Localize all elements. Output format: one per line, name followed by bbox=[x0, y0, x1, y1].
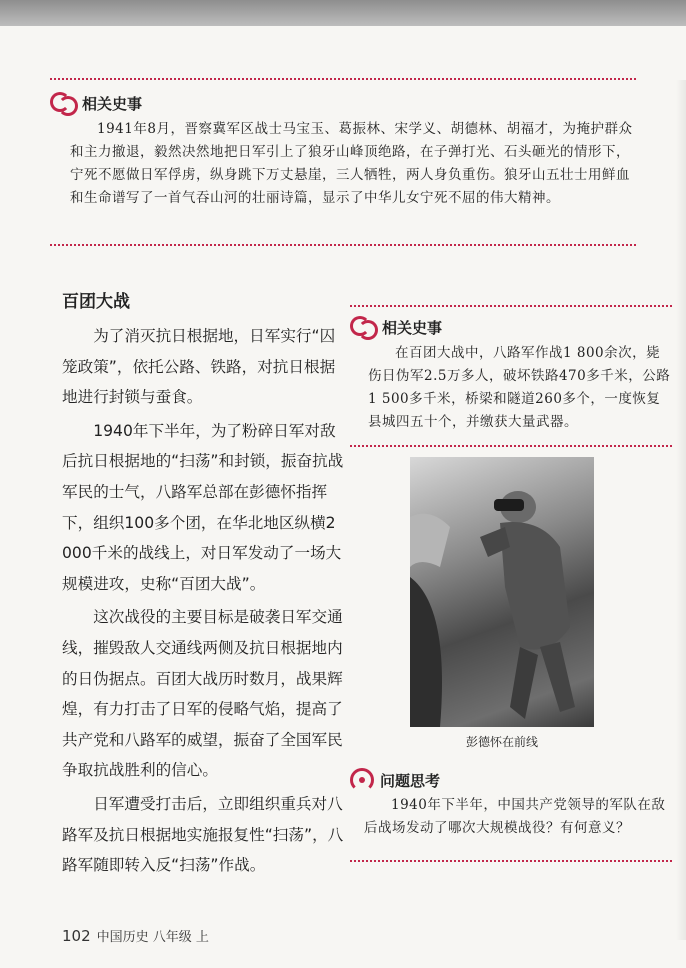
question-box bbox=[350, 760, 672, 862]
main-content bbox=[62, 287, 350, 881]
box-text: 1940年下半年，中国共产党领导的军队在敌后战场发动了哪次大规模战役？有何意义？ bbox=[364, 797, 666, 836]
related-history-icon bbox=[50, 90, 76, 116]
related-history-box-1 bbox=[50, 78, 636, 246]
box-text: 在百团大战中，八路军作战1 800余次，毙伤日伪军2.5万多人，破坏铁路470多千米，公路1 500多千米，桥梁和隧道260多个，一度恢复县城四五十个，并缴获大量武器。 bbox=[368, 345, 671, 430]
page-number: 102 bbox=[62, 927, 91, 945]
historical-photo bbox=[410, 457, 594, 727]
related-history-icon bbox=[350, 314, 376, 340]
book-title: 中国历史 八年级 上 bbox=[96, 930, 209, 945]
page-header-band bbox=[0, 0, 686, 26]
paragraph: 这次战役的主要目标是破袭日军交通线，摧毁敌人交通线两侧及抗日根据地内的日伪据点。百团大战历时数月，战果辉煌，有力打击了日军的侵略气焰，提高了共产党和八路军的威望，振奋了全国军民争取抗战胜利的信心。 bbox=[62, 608, 343, 780]
box-text: 1941年8月，晋察冀军区战士马宝玉、葛振林、宋学义、胡德林、胡福才，为掩护群众和主力撤退，毅然决然地把日军引上了狼牙山峰顶绝路，在子弹打光、石头砸光的情形下，宁死不愿做日军俘虏，纵身跳下万丈悬崖，三人牺牲，两人身负重伤。狼牙山五壮士用鲜血和生命谱写了一首气吞山河的壮丽诗篇，显示了中华儿女宁死不屈的伟大精神。 bbox=[70, 121, 633, 206]
box-title: 相关史事 bbox=[82, 94, 143, 113]
box-bottom-border bbox=[350, 860, 672, 862]
box-bottom-border bbox=[50, 244, 636, 246]
question-icon bbox=[350, 768, 374, 792]
box-bottom-border bbox=[350, 445, 672, 447]
photo-caption: 彭德怀在前线 bbox=[465, 735, 538, 749]
box-header bbox=[350, 768, 672, 792]
box-top-border bbox=[350, 305, 672, 307]
section-title: 百团大战 bbox=[62, 292, 130, 312]
page-footer bbox=[62, 926, 209, 945]
box-header bbox=[350, 314, 672, 340]
box-header bbox=[50, 90, 636, 116]
box-title: 相关史事 bbox=[382, 318, 443, 337]
paragraph: 1940年下半年，为了粉碎日军对敌后抗日根据地的“扫荡”和封锁，振奋抗战军民的士气，八路军总部在彭德怀指挥下，组织100多个团，在华北地区纵横2 000千米的战线上，对日军发动了一场大规模进攻，史称“百团大战”。 bbox=[62, 421, 344, 593]
paragraph: 为了消灭抗日根据地，日军实行“囚笼政策”，依托公路、铁路，对抗日根据地进行封锁与蚕食。 bbox=[62, 327, 336, 407]
box-top-border bbox=[50, 78, 636, 80]
page-edge-shadow bbox=[676, 80, 686, 940]
related-history-box-2 bbox=[350, 305, 672, 447]
paragraph: 日军遭受打击后，立即组织重兵对八路军及抗日根据地实施报复性“扫荡”，八路军随即转入反“扫荡”作战。 bbox=[62, 794, 344, 875]
box-title: 问题思考 bbox=[380, 771, 441, 790]
soldier-figure-illustration bbox=[410, 457, 594, 727]
